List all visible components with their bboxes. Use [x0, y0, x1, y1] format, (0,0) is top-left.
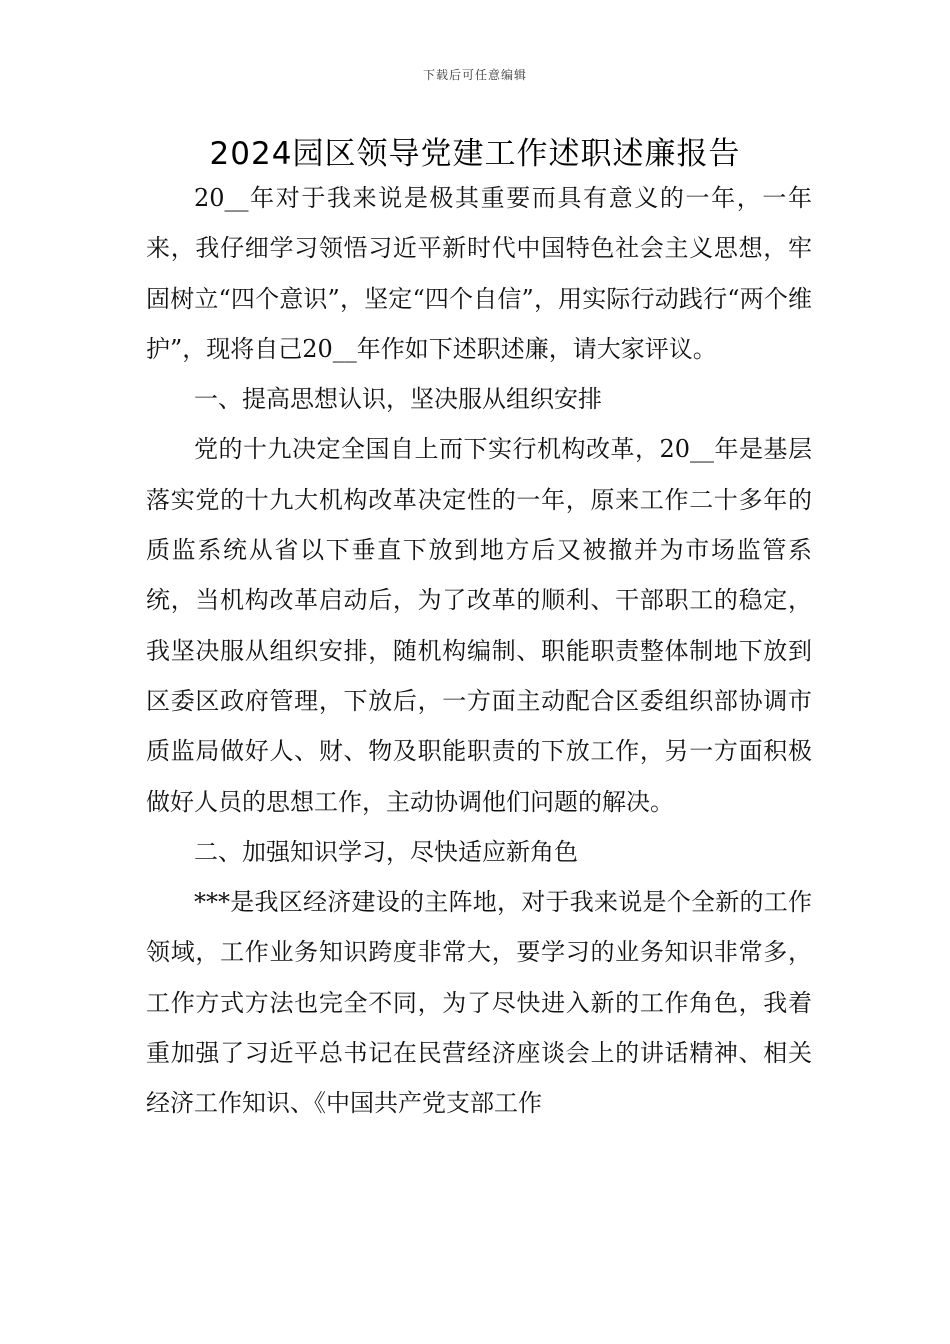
section-2-paragraph: ***是我区经济建设的主阵地，对于我来说是个全新的工作领域，工作业务知识跨度非常大，要学习的业务知识非常多，工作方式方法也完全不同，为了尽快进入新的工作角色，我着重加强了习近平总书记在民营经济座谈会上的讲话精神、相关经济工作知识、《中国共产党支部工作: [146, 888, 812, 1118]
document-body: [146, 173, 812, 1129]
section-heading-1: 一、提高思想认识，坚决服从组织安排: [194, 385, 602, 414]
section-1-paragraph: 党的十九决定全国自上而下实行机构改革，20__年是基层落实党的十九大机构改革决定性的一年，原来工作二十多年的质监系统从省以下垂直下放到地方后又被撤并为市场监管系统，当机构改革启动后，为了改革的顺利、干部职工的稳定，我坚决服从组织安排，随机构编制、职能职责整体制地下放到区委区政府管理，下放后，一方面主动配合区委组织部协调市质监局做好人、财、物及职能职责的下放工作，另一方面积极做好人员的思想工作，主动协调他们问题的解决。: [146, 435, 812, 816]
section-heading-2: 二、加强知识学习，尽快适应新角色: [194, 837, 578, 866]
document-title: 2024园区领导党建工作述职述廉报告: [209, 136, 741, 172]
header-note: 下载后可任意编辑: [422, 68, 527, 82]
intro-paragraph: 20__年对于我来说是极其重要而具有意义的一年，一年来，我仔细学习领悟习近平新时代中国特色社会主义思想，牢固树立“四个意识”，坚定“四个自信”，用实际行动践行“两个维护”，现将自己20__年作如下述职述廉，请大家评议。: [146, 184, 812, 363]
